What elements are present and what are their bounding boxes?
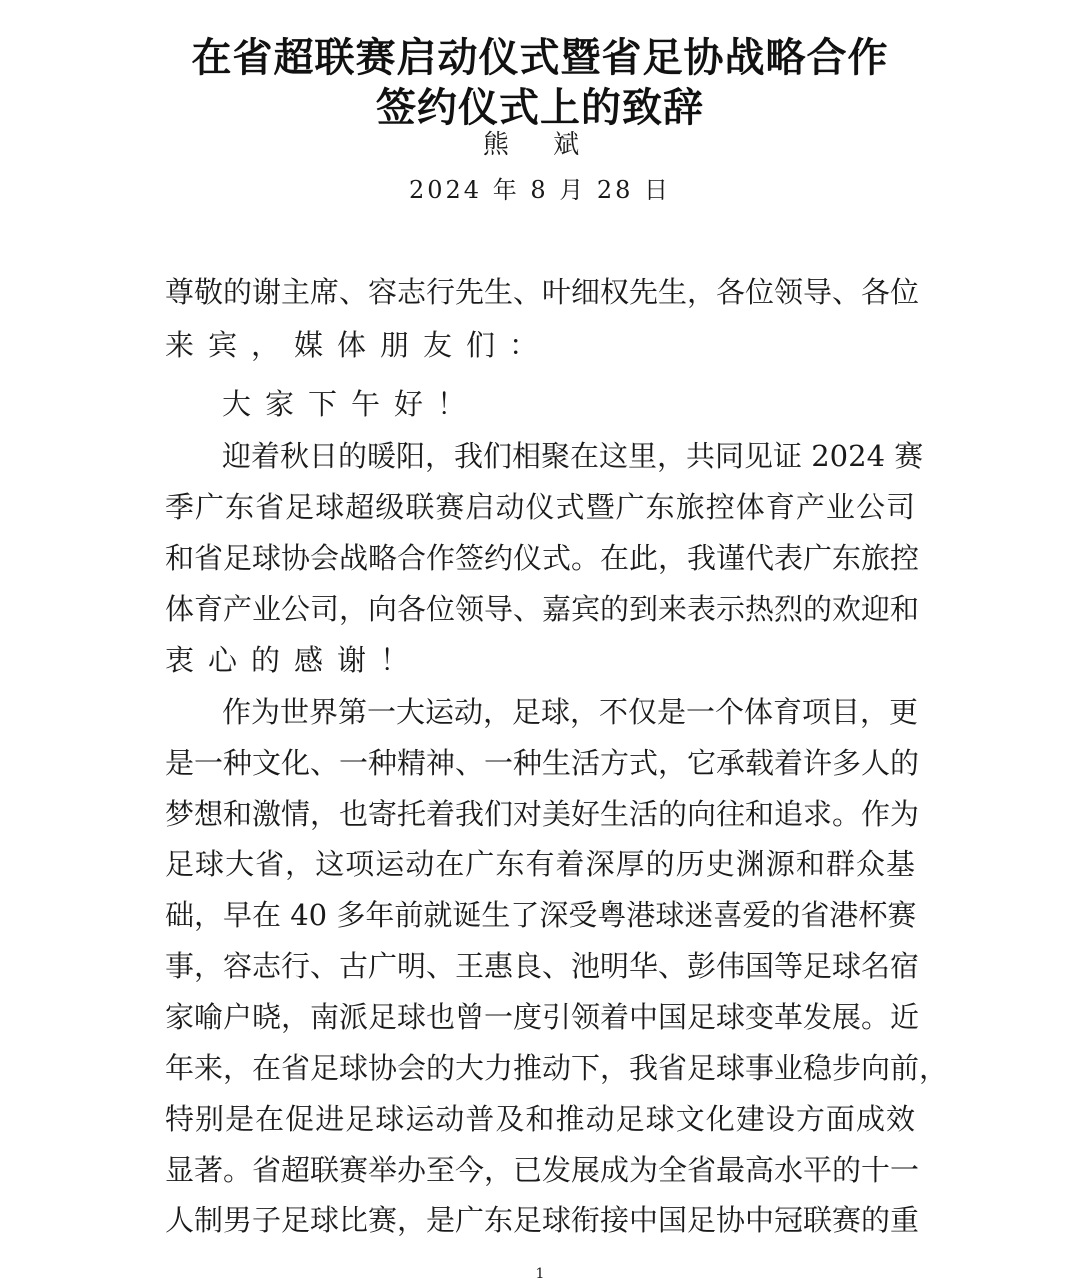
body-line: 人制男子足球比赛，是广东足球衔接中国足协中冠联赛的重 <box>165 1203 920 1237</box>
body-line: 础，早在 40 多年前就诞生了深受粤港球迷喜爱的省港杯赛 <box>165 898 917 932</box>
date: 2024 年 8 月 28 日 <box>408 176 672 204</box>
body-line: 年来，在省足球协会的大力推动下，我省足球事业稳步向前， <box>165 1051 949 1085</box>
title-line-2: 签约仪式上的致辞 <box>376 84 704 131</box>
body-line: 事，容志行、古广明、王惠良、池明华、彭伟国等足球名宿 <box>165 949 920 983</box>
body-line: 来宾，媒体朋友们： <box>165 328 553 362</box>
body-line: 特别是在促进足球运动普及和推动足球文化建设方面成效 <box>165 1102 915 1136</box>
body-line: 家喻户晓，南派足球也曾一度引领着中国足球变革发展。近 <box>165 1000 920 1034</box>
body-line: 大家下午好！ <box>222 387 481 421</box>
body-line: 迎着秋日的暖阳，我们相聚在这里，共同见证 2024 赛 <box>222 439 924 473</box>
body-line: 体育产业公司，向各位领导、嘉宾的到来表示热烈的欢迎和 <box>165 592 920 626</box>
body-line: 是一种文化、一种精神、一种生活方式，它承载着许多人的 <box>165 746 920 780</box>
body-line: 作为世界第一大运动，足球，不仅是一个体育项目，更 <box>222 695 919 729</box>
body-line: 足球大省，这项运动在广东有着深厚的历史渊源和群众基 <box>165 847 915 881</box>
body-line: 衷心的感谢！ <box>165 643 424 677</box>
body-line: 梦想和激情，也寄托着我们对美好生活的向往和追求。作为 <box>165 797 920 831</box>
body-line: 和省足球协会战略合作签约仪式。在此，我谨代表广东旅控 <box>165 541 920 575</box>
body-line: 季广东省足球超级联赛启动仪式暨广东旅控体育产业公司 <box>165 490 915 524</box>
page-number: 1 <box>535 1266 545 1282</box>
author: 熊 斌 <box>482 130 598 160</box>
title-line-1: 在省超联赛启动仪式暨省足协战略合作 <box>191 34 889 81</box>
body-line: 显著。省超联赛举办至今，已发展成为全省最高水平的十一 <box>165 1153 920 1187</box>
body-line: 尊敬的谢主席、容志行先生、叶细权先生，各位领导、各位 <box>165 275 920 309</box>
